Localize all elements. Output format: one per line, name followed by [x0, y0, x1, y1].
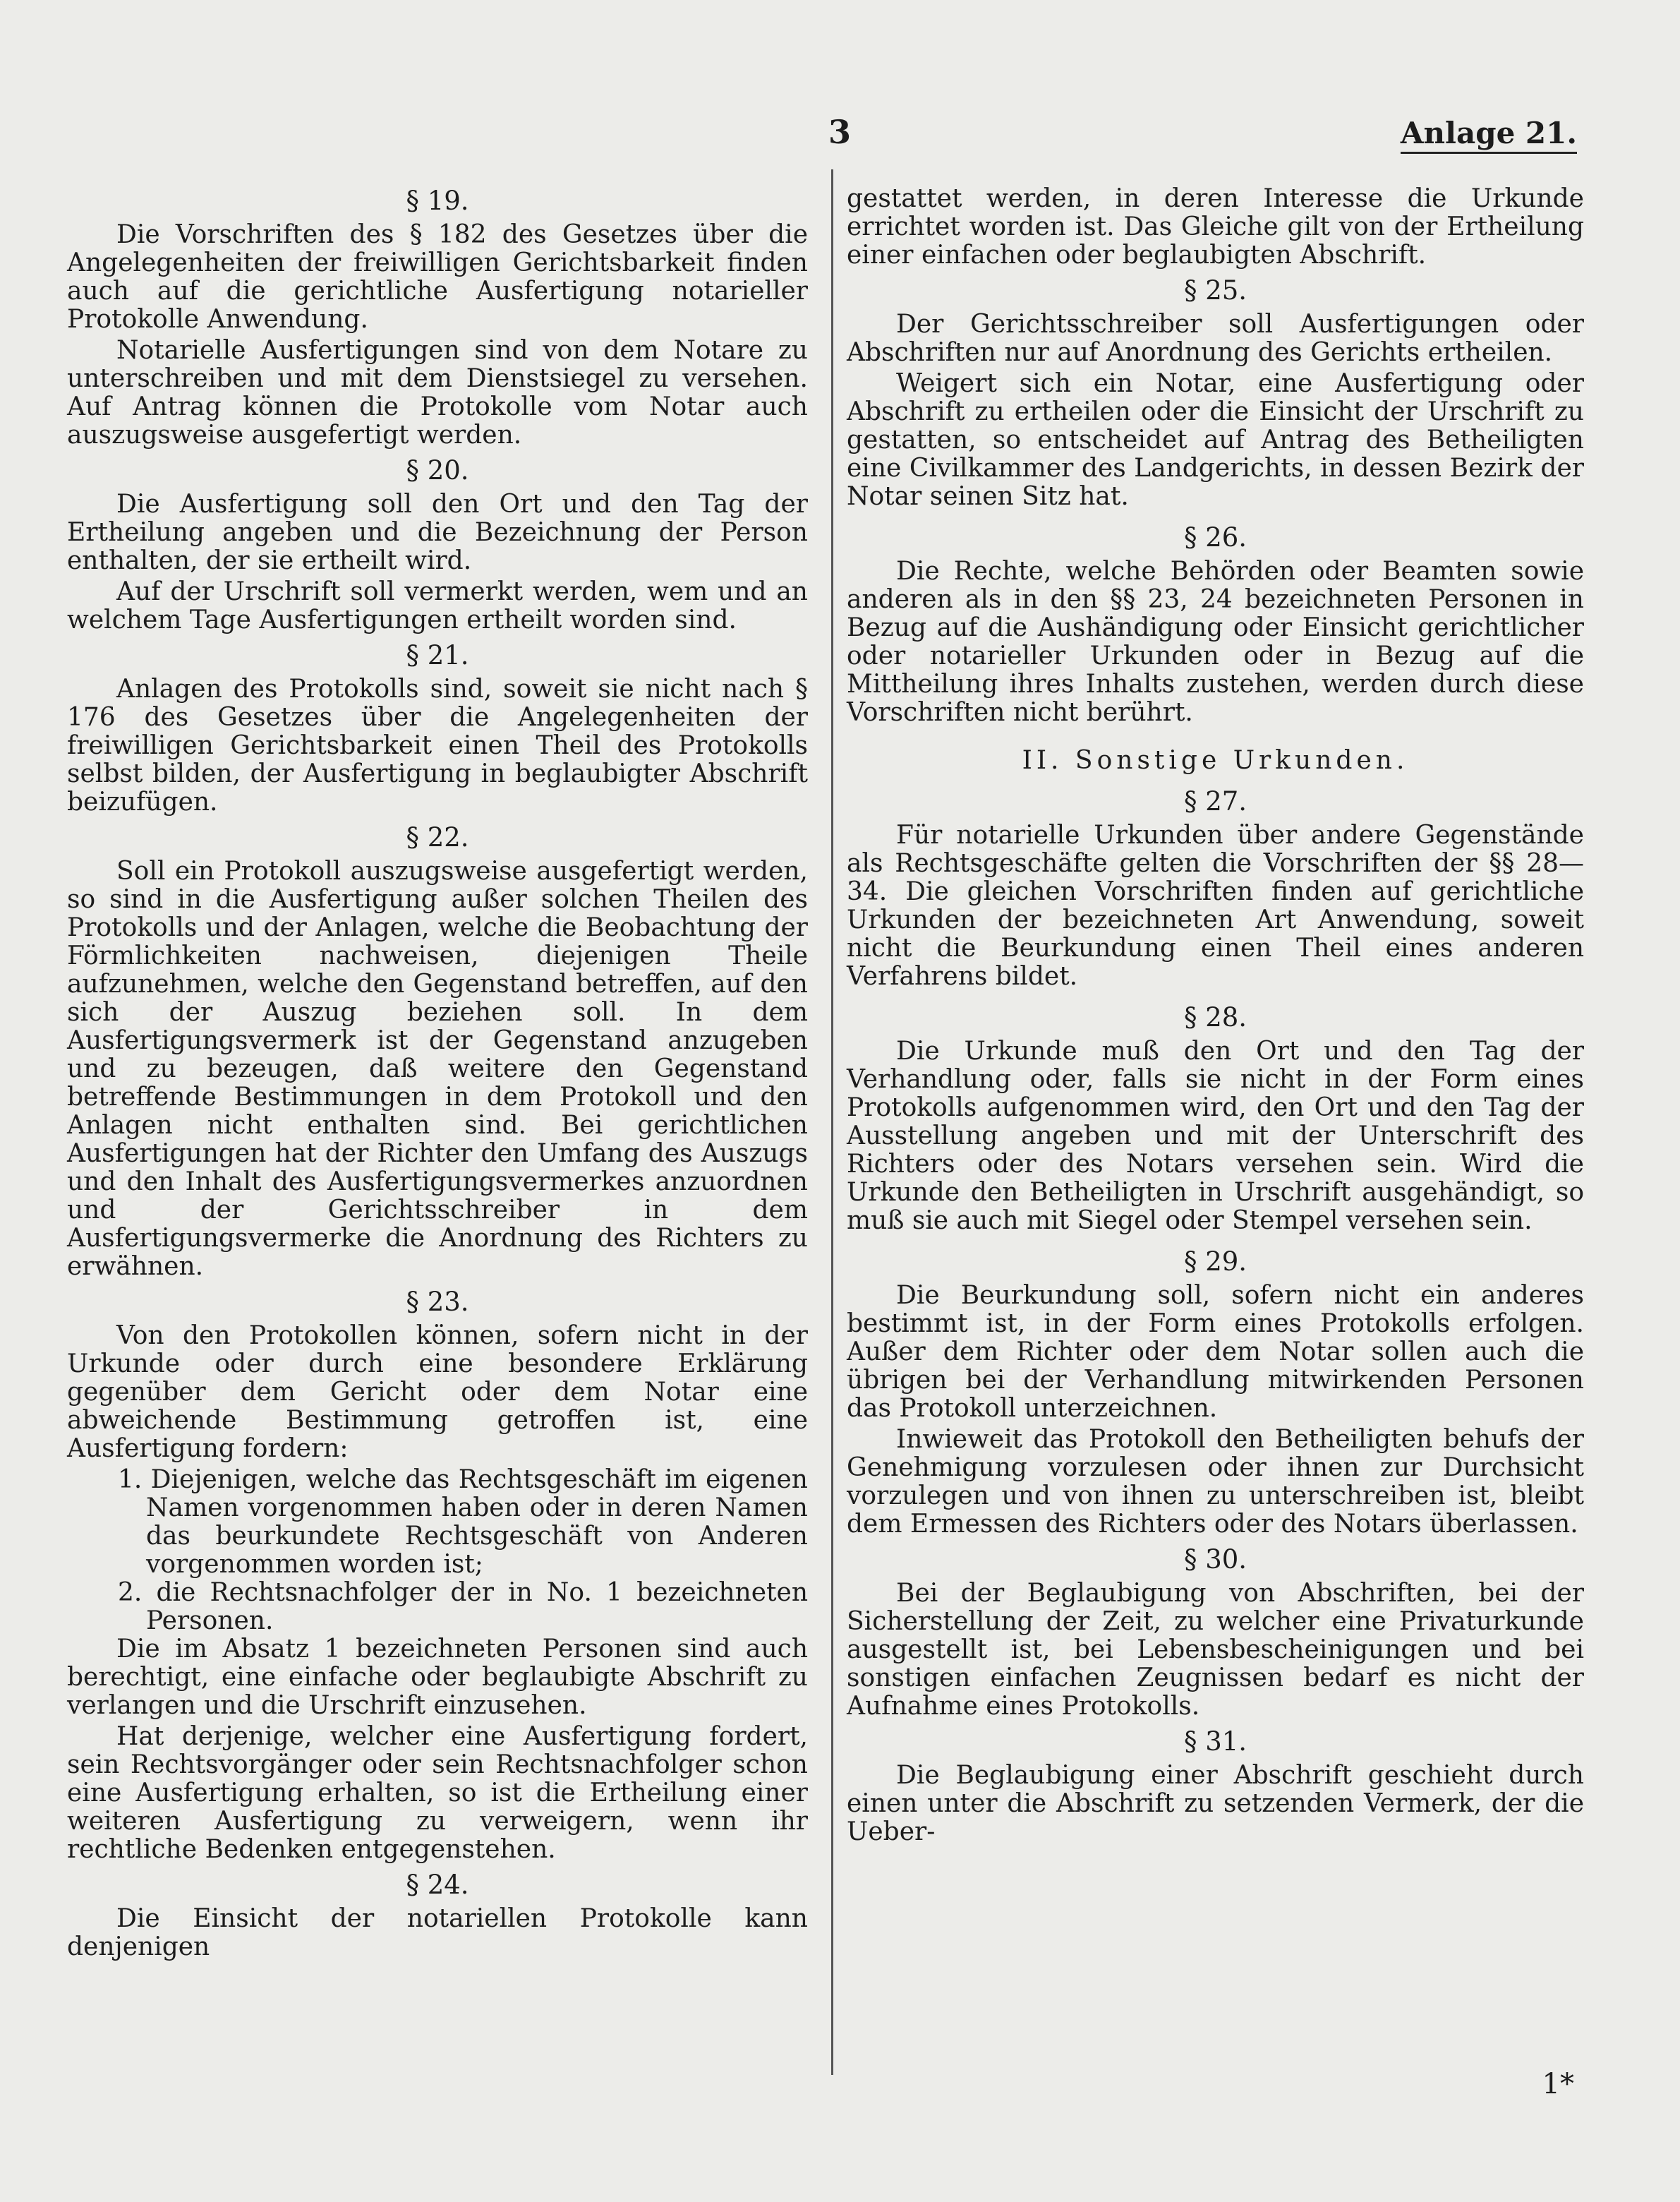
paragraph-continuation: gestattet werden, in deren Interesse die Urkunde errichtet worden ist. Das Gleiche gilt von der Ertheilung einer einfachen oder beglaubigten Abschrift.: [847, 184, 1584, 270]
paragraph: Anlagen des Protokolls sind, soweit sie nicht nach § 176 des Gesetzes über die Angelegenheiten der freiwilligen Gerichtsbarkeit einen Theil des Protokolls selbst bilden, der Ausfertigung in beglaubigter Abschrift beizufügen.: [67, 675, 808, 817]
section-heading-31: § 31.: [1183, 1726, 1247, 1757]
paragraph: Auf der Urschrift soll vermerkt werden, wem und an welchem Tage Ausfertigungen ertheilt worden sind.: [67, 577, 808, 634]
section-heading-27: § 27.: [1183, 786, 1247, 817]
section-heading-24: § 24.: [406, 1870, 469, 1900]
paragraph: Der Gerichtsschreiber soll Ausfertigungen oder Abschriften nur auf Anordnung des Gerichts ertheilen.: [847, 310, 1584, 367]
right-column: [847, 185, 1584, 1849]
paragraph: Bei der Beglaubigung von Abschriften, bei der Sicherstellung der Zeit, zu welcher eine Privaturkunde ausgestellt ist, bei Lebensbescheinigungen und bei sonstigen einfachen Zeugnissen bedarf es nicht der Aufnahme eines Protokolls.: [847, 1579, 1584, 1721]
chapter-heading: II. Sonstige Urkunden.: [1022, 746, 1409, 775]
section-heading-29: § 29.: [1183, 1246, 1247, 1277]
paragraph: Die Beurkundung soll, sofern nicht ein anderes bestimmt ist, in der Form eines Protokolls erfolgen. Außer dem Richter oder dem Notar sollen auch die übrigen bei der Verhandlung mitwirkenden Personen das Protokoll unterzeichnen.: [847, 1281, 1584, 1423]
section-heading-19: § 19.: [406, 186, 469, 216]
section-heading-23: § 23.: [406, 1287, 469, 1317]
section-heading-22: § 22.: [406, 822, 469, 853]
paragraph: Für notarielle Urkunden über andere Gegenstände als Rechtsgeschäfte gelten die Vorschriften der §§ 28—34. Die gleichen Vorschriften finden auf gerichtliche Urkunden der bezeichneten Art Anwendung, soweit nicht die Beurkundung einen Theil eines anderen Verfahrens bildet.: [847, 821, 1584, 991]
enumerated-list: [67, 1466, 808, 1635]
paragraph: Die im Absatz 1 bezeichneten Personen sind auch berechtigt, eine einfache oder beglaubigte Abschrift zu verlangen und die Urschrift einzusehen.: [67, 1635, 808, 1720]
paragraph: Weigert sich ein Notar, eine Ausfertigung oder Abschrift zu ertheilen oder die Einsicht der Urschrift zu gestatten, so entscheidet auf Antrag des Betheiligten eine Civilkammer des Landgerichts, in dessen Bezirk der Notar seinen Sitz hat.: [847, 369, 1584, 511]
paragraph: Die Einsicht der notariellen Protokolle kann denjenigen: [67, 1904, 808, 1961]
section-heading-21: § 21.: [406, 640, 469, 670]
section-heading-30: § 30.: [1183, 1544, 1247, 1575]
section-heading-28: § 28.: [1183, 1002, 1247, 1033]
signature-mark: 1*: [1542, 2068, 1574, 2100]
paragraph: Hat derjenige, welcher eine Ausfertigung fordert, sein Rechtsvorgänger oder sein Rechtsnachfolger schon eine Ausfertigung erhalten, so ist die Ertheilung einer weiteren Ausfertigung zu verweigern, wenn ihr rechtliche Bedenken entgegenstehen.: [67, 1722, 808, 1864]
annex-label: Anlage 21.: [1401, 116, 1577, 154]
paragraph: Inwieweit das Protokoll den Betheiligten behufs der Genehmigung vorzulesen oder ihnen zur Durchsicht vorzulegen und von ihnen zu unterschreiben ist, bleibt dem Ermessen des Richters oder des Notars überlassen.: [847, 1425, 1584, 1539]
paragraph: Die Vorschriften des § 182 des Gesetzes über die Angelegenheiten der freiwilligen Gerichtsbarkeit finden auch auf die gerichtliche Ausfertigung notarieller Protokolle Anwendung.: [67, 220, 808, 334]
paragraph: Soll ein Protokoll auszugsweise ausgefertigt werden, so sind in die Ausfertigung außer solchen Theilen des Protokolls und der Anlagen, welche die Beobachtung der Förmlichkeiten nachweisen, diejenigen Theile aufzunehmen, welche den Gegenstand betreffen, auf den sich der Auszug beziehen soll. In dem Ausfertigungsvermerk ist der Gegenstand anzugeben und zu bezeugen, daß weitere den Gegenstand betreffende Bestimmungen in dem Protokoll und den Anlagen nicht enthalten sind. Bei gerichtlichen Ausfertigungen hat der Richter den Umfang des Auszugs und den Inhalt des Ausfertigungsvermerkes anzuordnen und der Gerichtsschreiber in dem Ausfertigungsvermerke die Anordnung des Richters zu erwähnen.: [67, 857, 808, 1281]
list-item: 1. Diejenigen, welche das Rechtsgeschäft im eigenen Namen vorgenommen haben oder in deren Namen das beurkundete Rechtsgeschäft von Anderen vorgenommen worden ist;: [118, 1465, 808, 1579]
paragraph: Die Ausfertigung soll den Ort und den Tag der Ertheilung angeben und die Bezeichnung der Person enthalten, der sie ertheilt wird.: [67, 490, 808, 575]
page-number: 3: [828, 113, 851, 151]
left-column: [67, 180, 808, 1964]
paragraph: Notarielle Ausfertigungen sind von dem Notare zu unterschreiben und mit dem Dienstsiegel zu versehen. Auf Antrag können die Protokolle vom Notar auch auszugsweise ausgefertigt werden.: [67, 336, 808, 450]
section-heading-26: § 26.: [1183, 522, 1247, 553]
paragraph: Die Rechte, welche Behörden oder Beamten sowie anderen als in den §§ 23, 24 bezeichneten Personen in Bezug auf die Aushändigung oder Einsicht gerichtlicher oder notarieller Urkunden oder in Bezug auf die Mittheilung ihres Inhalts zustehen, werden durch diese Vorschriften nicht berührt.: [847, 557, 1584, 727]
paragraph: Die Urkunde muß den Ort und den Tag der Verhandlung oder, falls sie nicht in der Form eines Protokolls aufgenommen wird, den Ort und den Tag der Ausstellung angeben und mit der Unterschrift des Richters oder des Notars versehen sein. Wird die Urkunde den Betheiligten in Urschrift ausgehändigt, so muß sie auch mit Siegel oder Stempel versehen sein.: [847, 1037, 1584, 1235]
section-heading-20: § 20.: [406, 455, 469, 486]
paragraph: Von den Protokollen können, sofern nicht in der Urkunde oder durch eine besondere Erklärung gegenüber dem Gericht oder dem Notar eine abweichende Bestimmung getroffen ist, eine Ausfertigung fordern:: [67, 1321, 808, 1463]
column-divider: [831, 169, 833, 2075]
paragraph: Die Beglaubigung einer Abschrift geschieht durch einen unter die Abschrift zu setzenden Vermerk, der die Ueber-: [847, 1761, 1584, 1846]
list-item: 2. die Rechtsnachfolger der in No. 1 bezeichneten Personen.: [118, 1578, 808, 1635]
section-heading-25: § 25.: [1183, 275, 1247, 306]
